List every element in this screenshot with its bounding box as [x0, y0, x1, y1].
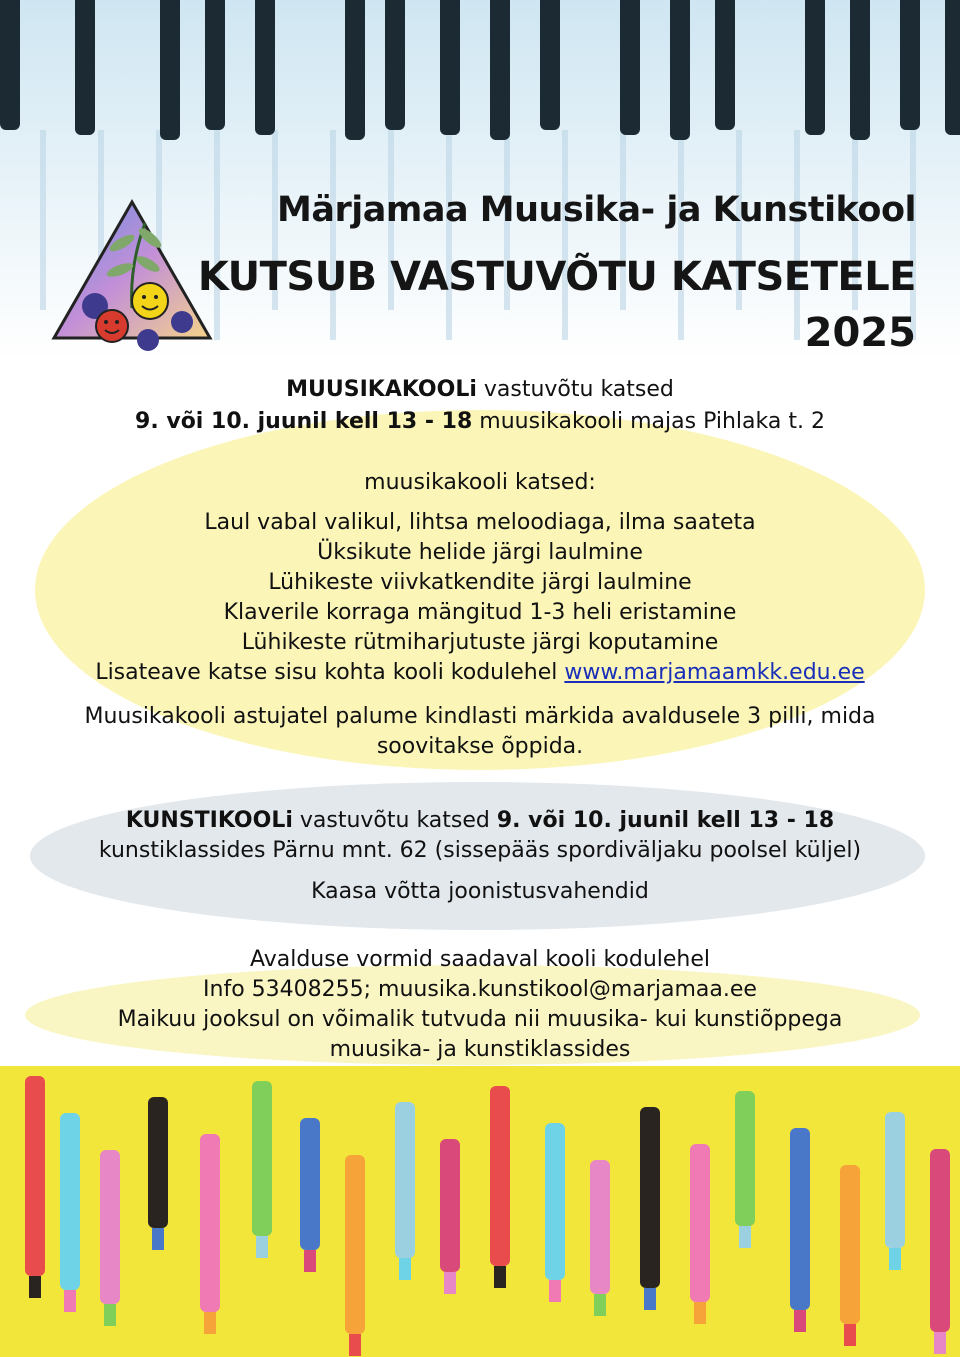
pencil-tip: [349, 1334, 361, 1356]
piano-black-key: [850, 0, 870, 140]
music-school-intro: [0, 375, 960, 405]
piano-key-gap: [678, 130, 684, 340]
more-info-text: Lisateave katse sisu kohta kooli kodulehel: [95, 660, 565, 685]
art-school-intro-text: vastuvõtu katsed: [292, 808, 497, 833]
music-test-item: Laul vabal valikul, lihtsa meloodiaga, ilma saateta: [204, 510, 756, 535]
pencil-tip: [256, 1236, 268, 1258]
instrument-note-line1: Muusikakooli astujatel palume kindlasti märkida avaldusele 3 pilli, mida: [84, 704, 876, 729]
piano-black-key: [345, 0, 365, 140]
piano-black-key: [805, 0, 825, 135]
piano-key-gap: [446, 130, 452, 340]
pencil: [300, 1118, 320, 1250]
year: 2025: [804, 310, 916, 356]
pencil-tip: [494, 1266, 506, 1288]
piano-black-key: [205, 0, 225, 130]
website-link[interactable]: www.marjamaamkk.edu.ee: [564, 660, 865, 685]
pencil: [25, 1076, 45, 1276]
forms-info: Avalduse vormid saadaval kooli kodulehel: [249, 947, 711, 972]
pencil-tip: [694, 1302, 706, 1324]
pencil: [440, 1139, 460, 1272]
pencil-tip: [444, 1272, 456, 1294]
pencil-tip: [594, 1294, 606, 1316]
pencil-tip: [64, 1290, 76, 1312]
pencil: [840, 1165, 860, 1324]
may-info-line1: Maikuu jooksul on võimalik tutvuda nii muusika- kui kunstiõppega: [117, 1007, 843, 1032]
pencil: [790, 1128, 810, 1310]
pencil: [395, 1102, 415, 1258]
pencil-tip: [794, 1310, 806, 1332]
pencil-tip: [152, 1228, 164, 1250]
art-school-bring: Kaasa võtta joonistusvahendid: [311, 879, 649, 904]
piano-key-gap: [40, 130, 46, 310]
piano-black-key: [440, 0, 460, 135]
piano-black-key: [715, 0, 735, 130]
pencil: [545, 1123, 565, 1280]
pencil-tip: [204, 1312, 216, 1334]
piano-black-key: [945, 0, 960, 135]
headline: KUTSUB VASTUVÕTU KATSETELE: [197, 254, 916, 300]
art-school-label: KUNSTIKOOLi: [125, 808, 293, 833]
pencil-tip: [304, 1250, 316, 1272]
piano-key-gap: [562, 130, 568, 340]
pencils-illustration: [0, 1066, 960, 1357]
pencil-tip: [739, 1226, 751, 1248]
pencil: [690, 1144, 710, 1302]
music-test-item: Lühikeste viivkatkendite järgi laulmine: [268, 570, 692, 595]
piano-black-key: [490, 0, 510, 140]
piano-black-key: [75, 0, 95, 135]
piano-black-key: [670, 0, 690, 140]
music-school-date-bold: 9. või 10. juunil kell 13 - 18: [135, 409, 473, 434]
piano-black-key: [900, 0, 920, 130]
pencil: [930, 1149, 950, 1332]
may-info-line2: muusika- ja kunstiklassides: [329, 1037, 631, 1062]
piano-key-gap: [330, 130, 336, 340]
pencil-tip: [644, 1288, 656, 1310]
piano-black-key: [385, 0, 405, 130]
piano-black-key: [620, 0, 640, 135]
music-test-item: Klaverile korraga mängitud 1-3 heli eristamine: [223, 600, 737, 625]
piano-black-key: [540, 0, 560, 130]
pencil-tip: [549, 1280, 561, 1302]
pencil: [148, 1097, 168, 1228]
pencil: [345, 1155, 365, 1334]
pencil-tip: [934, 1332, 946, 1354]
pencil-tip: [104, 1304, 116, 1326]
pencil: [60, 1113, 80, 1290]
pencil-tip: [889, 1248, 901, 1270]
pencil: [252, 1081, 272, 1236]
music-tests-heading: muusikakooli katsed:: [364, 470, 596, 495]
pencil: [735, 1091, 755, 1226]
music-school-location: muusikakooli majas Pihlaka t. 2: [472, 409, 825, 434]
music-school-label: MUUSIKAKOOLi: [286, 377, 477, 402]
art-school-intro: [0, 806, 960, 836]
piano-black-key: [0, 0, 20, 130]
instrument-note-line2: soovitakse õppida.: [376, 734, 584, 759]
pencil: [490, 1086, 510, 1266]
school-name: Märjamaa Muusika- ja Kunstikool: [277, 190, 916, 230]
art-school-date-bold: 9. või 10. juunil kell 13 - 18: [496, 808, 835, 833]
piano-key-gap: [910, 130, 916, 340]
pencil: [640, 1107, 660, 1288]
piano-black-key: [255, 0, 275, 135]
music-test-item: Üksikute helide järgi laulmine: [317, 540, 643, 565]
music-school-intro-text: vastuvõtu katsed: [476, 377, 674, 402]
contact-info: Info 53408255; muusika.kunstikool@marjamaa.ee: [203, 977, 757, 1002]
piano-key-gap: [794, 130, 800, 340]
music-test-item: Lühikeste rütmiharjutuste järgi koputamine: [241, 630, 719, 655]
pencil: [590, 1160, 610, 1294]
art-school-location: kunstiklassides Pärnu mnt. 62 (sissepääs spordiväljaku poolsel küljel): [98, 838, 862, 863]
pencil: [885, 1112, 905, 1248]
pencil-tip: [29, 1276, 41, 1298]
pencil: [100, 1150, 120, 1304]
pencil-tip: [844, 1324, 856, 1346]
music-school-date: [0, 407, 960, 437]
school-logo: [50, 198, 215, 358]
more-info-line: [0, 658, 960, 688]
pencil-tip: [399, 1258, 411, 1280]
piano-black-key: [160, 0, 180, 140]
pencil: [200, 1134, 220, 1312]
